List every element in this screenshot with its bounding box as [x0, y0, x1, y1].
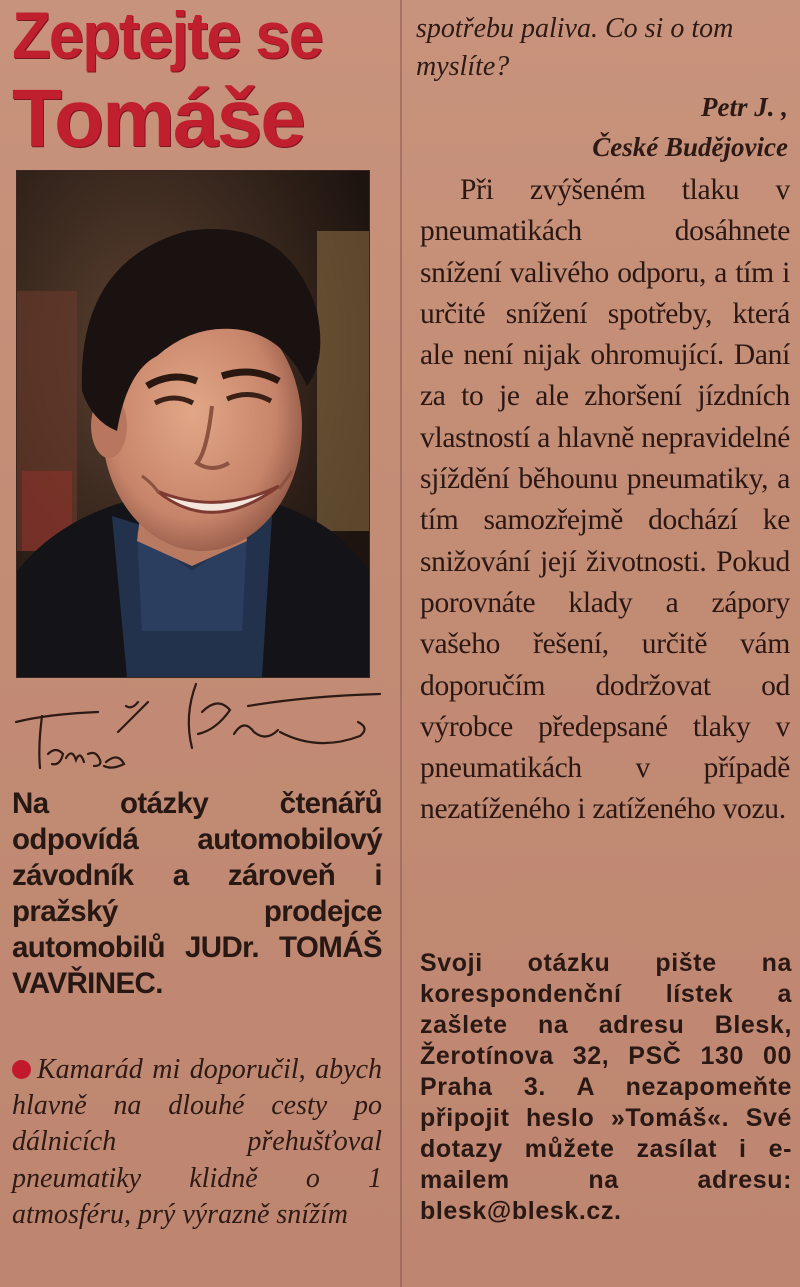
question-author-city: České Budějovice — [592, 132, 788, 162]
column-title-line1: Zeptejte se — [12, 0, 322, 72]
author-portrait-photo — [16, 170, 370, 678]
answer-paragraph: Při zvýšeném tlaku v pneumatikách dosáhnete snížení valivého odporu, a tím i určité snížení spotřeby, která ale není nijak ohromující. Daní za to je ale zhoršení jízdních vlastností a hlavně nepravidelné sjíždění běhounu pneumatiky, a tím samozřejmě dochází ke snižování její životnosti. Pokud porovnáte klady a zápory vašeho řešení, určitě vám doporučím dodržovat od výrobce předepsané tlaky v pneumatikách v případě nezatíženého i zatíženého vozu. — [420, 174, 790, 826]
question-text-part1: Kamarád mi doporučil, abych hlavně na dlouhé cesty po dálnicích přehušťoval pneumatiky klidně o 1 atmosféru, prý výrazně snížím — [12, 1054, 382, 1230]
portrait-illustration — [17, 171, 369, 677]
reader-question — [12, 1052, 382, 1233]
author-signature — [8, 676, 388, 784]
question-text-part2: spotřebu paliva. Co si o tom myslíte? — [416, 13, 734, 82]
column-divider — [400, 0, 402, 1287]
question-author-name: Petr J. , — [701, 92, 788, 122]
column-title-line2: Tomáše — [12, 73, 304, 164]
bullet-dot-icon — [12, 1060, 31, 1079]
intro-paragraph: Na otázky čtenářů odpovídá automobilový závodník a zároveň i pražský prodejce automobilů JUDr. TOMÁŠ VAVŘINEC. — [12, 787, 382, 1000]
submission-instructions: Svoji otázku pište na korespondenční lístek a zašlete na adresu Blesk, Žerotínova 32, PSČ 130 00 Praha 3. A nezapomeňte připojit heslo »Tomáš«. Své dotazy můžete zasílat i e-mailem na adresu: blesk@blesk.cz. — [420, 949, 792, 1225]
